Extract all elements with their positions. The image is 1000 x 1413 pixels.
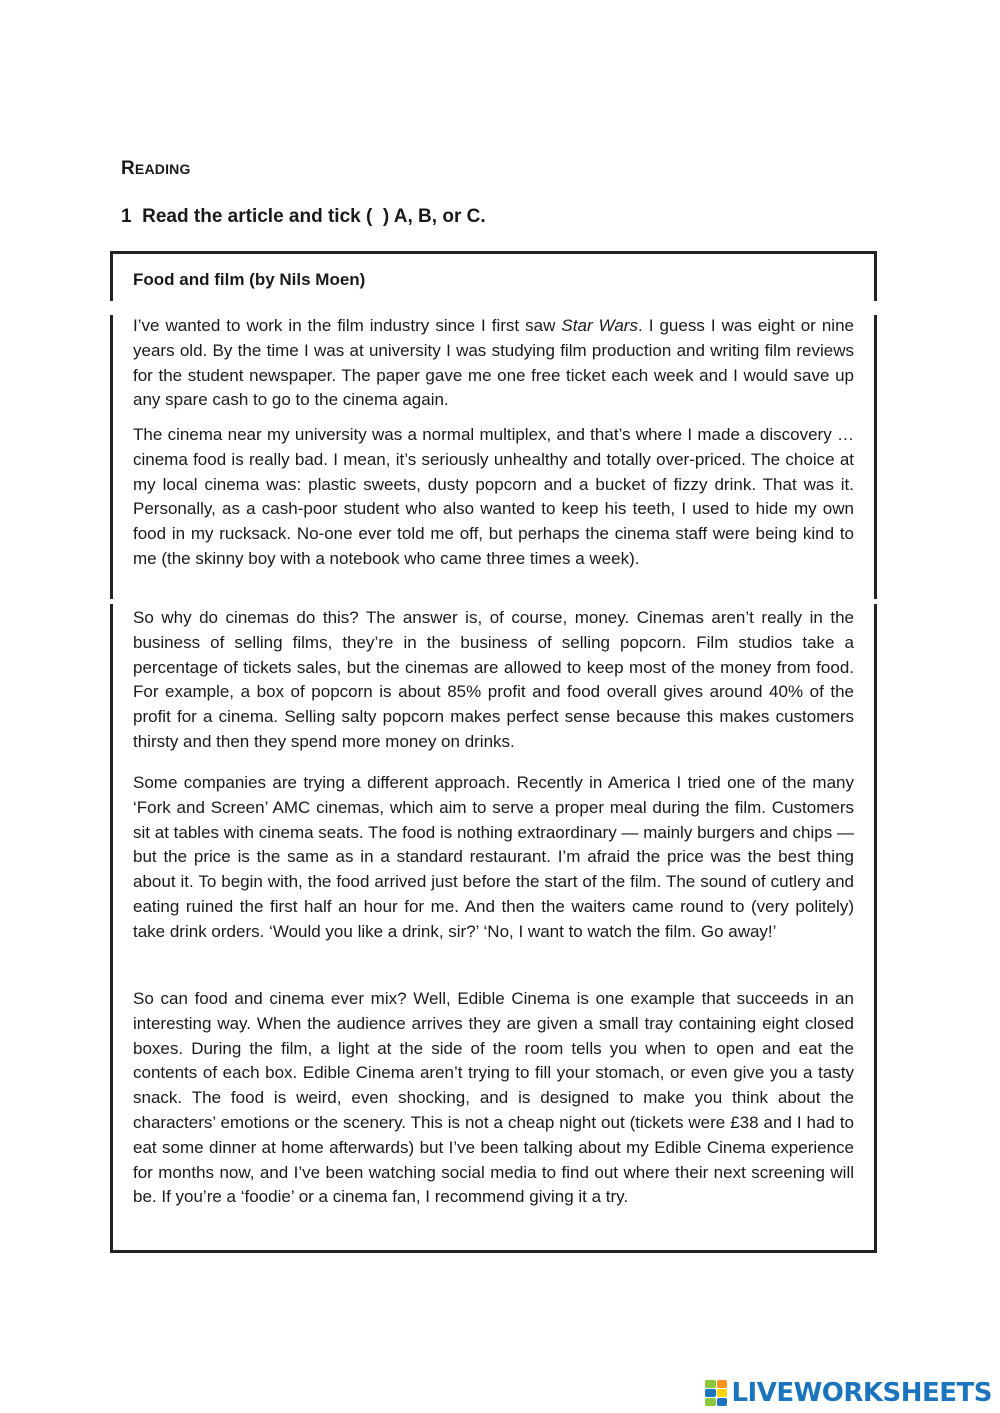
film-title-italic: Star Wars [561, 316, 638, 335]
section-heading-rest: EADING [134, 161, 191, 177]
question-1 [121, 206, 486, 228]
article-paragraph-4: Some companies are trying a different approach. Recently in America I tried one of the many ‘Fork and Screen’ AMC cinemas, which aim to serve a proper meal during the film. Customers sit at tables with cinema seats. The food is nothing extraordinary — mainly burgers and chips — but the price is the same as in a standard restaurant. I’m afraid the price was the best thing about it. To begin with, the food arrived just before the start of the film. The sound of cutlery and eating ruined the first half an hour for me. And then the waiters came round to (very politely) take drink orders. ‘Would you like a drink, sir?’ ‘No, I want to watch the film. Go away!’ [133, 773, 854, 941]
paragraph-1-text-a: I’ve wanted to work in the film industry since I first saw [133, 316, 562, 335]
paragraph-1-text-b: . I guess I was eight or nine years old. By the time I was at university I was studying film production and writing film reviews for the student newspaper. The paper gave me one free ticket each week and I would save up any spare cash to go to the cinema again. [133, 316, 854, 410]
question-number: 1 [121, 206, 132, 227]
liveworksheets-watermark [705, 1378, 992, 1408]
section-heading-initial: R [121, 158, 135, 179]
article-paragraph-2: The cinema near my university was a normal multiplex, and that’s where I made a discovery … cinema food is really bad. I mean, it’s seriously unhealthy and totally over-priced. The choice at my local cinema was: plastic sweets, dusty popcorn and a bucket of fizzy drink. That was it. Personally, as a cash-poor student who also wanted to keep his teeth, I used to hide my own food in my rucksack. No-one ever told me off, but perhaps the cinema staff were being kind to me (the skinny boy with a notebook who came three times a week). [133, 425, 854, 568]
liveworksheets-wordmark: LIVEWORKSHEETS [731, 1378, 992, 1408]
liveworksheets-logo-icon [705, 1380, 727, 1406]
section-heading [121, 158, 191, 180]
article-title: Food and film (by Nils Moen) [133, 270, 366, 289]
article-paragraph-5: So can food and cinema ever mix? Well, Edible Cinema is one example that succeeds in an interesting way. When the audience arrives they are given a small tray containing eight closed boxes. During the film, a light at the side of the room tells you when to open and eat the contents of each box. Edible Cinema aren’t trying to fill your stomach, or even give you a tasty snack. The food is weird, even shocking, and is designed to make you think about the characters’ emotions or the scenery. This is not a cheap night out (tickets were £38 and I had to eat some dinner at home afterwards) but I’ve been talking about my Edible Cinema experience for months now, and I’ve been watching social media to find out where their next screening will be. If you’re a ‘foodie’ or a cinema fan, I recommend giving it a try. [133, 989, 854, 1207]
question-text: Read the article and tick ( ) A, B, or C. [142, 206, 486, 227]
article-paragraph-1 [133, 314, 854, 413]
article-paragraph-3: So why do cinemas do this? The answer is, of course, money. Cinemas aren’t really in the business of selling films, they’re in the business of selling popcorn. Film studios take a percentage of tickets sales, but the cinemas are allowed to keep most of the money from food. For example, a box of popcorn is about 85% profit and food overall gives around 40% of the profit for a cinema. Selling salty popcorn makes perfect sense because this makes customers thirsty and then they spend more money on drinks. [133, 608, 854, 751]
